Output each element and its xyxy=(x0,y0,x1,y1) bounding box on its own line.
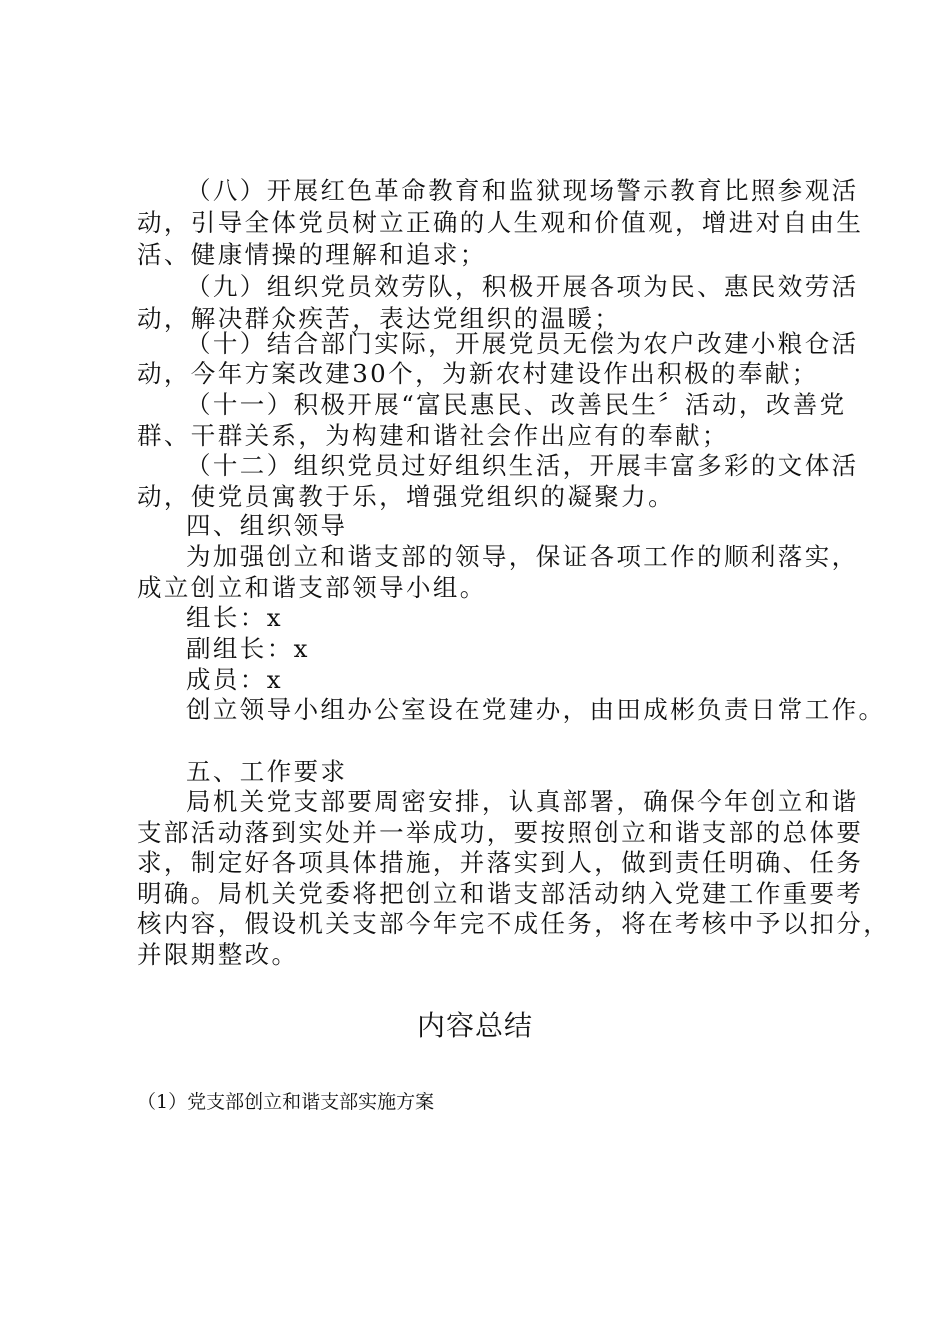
leader-line: 组长：x xyxy=(186,603,283,632)
section-4-para-line-1: 为加强创立和谐支部的领导，保证各项工作的顺利落实， xyxy=(186,542,859,571)
summary-item: （1）党支部创立和谐支部实施方案 xyxy=(137,1091,435,1113)
section-5-para-line-3: 求，制定好各项具体措施，并落实到人，做到责任明确、任务 xyxy=(137,848,864,877)
members-line: 成员：x xyxy=(186,665,283,694)
section-5-para-line-4: 明确。局机关党委将把创立和谐支部活动纳入党建工作重要考 xyxy=(137,879,864,908)
deputy-leader-line: 副组长：x xyxy=(186,634,310,663)
section-5-para-line-5: 核内容，假设机关支部今年完不成任务，将在考核中予以扣分， xyxy=(137,909,891,938)
section-5-para-line-1: 局机关党支部要周密安排，认真部署，确保今年创立和谐 xyxy=(186,787,859,816)
paragraph-12-line-1: （十二）组织党员过好组织生活，开展丰富多彩的文体活 xyxy=(186,451,859,480)
section-5-para-line-2: 支部活动落到实处并一举成功，要按照创立和谐支部的总体要 xyxy=(137,818,864,847)
section-5-heading: 五、工作要求 xyxy=(186,757,348,786)
section-4-para-line-2: 成立创立和谐支部领导小组。 xyxy=(137,573,487,602)
paragraph-11-line-1: （十一）积极开展“富民惠民、改善民生〞活动，改善党 xyxy=(186,390,847,419)
office-line: 创立领导小组办公室设在党建办，由田成彬负责日常工作。 xyxy=(186,695,886,724)
paragraph-12-line-2: 动，使党员寓教于乐，增强党组织的凝聚力。 xyxy=(137,482,675,511)
paragraph-9-line-1: （九）组织党员效劳队，积极开展各项为民、惠民效劳活 xyxy=(186,272,859,301)
paragraph-10-line-2: 动，今年方案改建30个，为新农村建设作出积极的奉献； xyxy=(137,359,819,388)
paragraph-8-line-3: 活、健康情操的理解和追求； xyxy=(137,240,487,269)
paragraph-8-line-1: （八）开展红色革命教育和监狱现场警示教育比照参观活 xyxy=(186,176,859,205)
summary-title: 内容总结 xyxy=(416,1009,533,1042)
section-4-heading: 四、组织领导 xyxy=(186,511,348,540)
paragraph-11-line-2: 群、干群关系，为构建和谐社会作出应有的奉献； xyxy=(137,421,729,450)
paragraph-8-line-2: 动，引导全体党员树立正确的人生观和价值观，增进对自由生 xyxy=(137,208,864,237)
paragraph-10-line-1: （十）结合部门实际，开展党员无偿为农户改建小粮仓活 xyxy=(186,329,859,358)
paragraph-9-line-2: 动，解决群众疾苦，表达党组织的温暖； xyxy=(137,304,622,333)
section-5-para-line-6: 并限期整改。 xyxy=(137,940,299,969)
